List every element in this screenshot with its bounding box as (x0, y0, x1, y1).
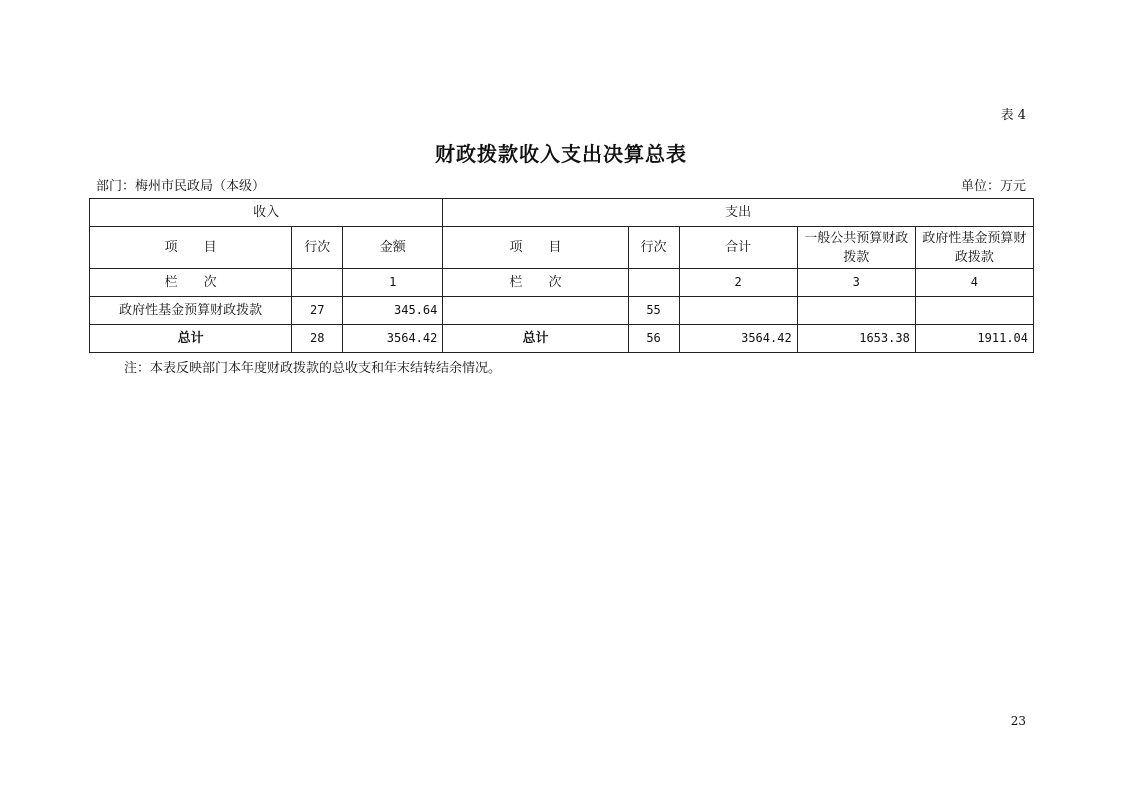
total-exp-line: 56 (628, 325, 679, 353)
total-exp-item: 总计 (443, 325, 628, 353)
column-exp-label: 栏 次 (443, 269, 628, 297)
column-number-general: 3 (797, 269, 915, 297)
column-number-gov-fund: 4 (915, 269, 1033, 297)
row-amount: 345.64 (343, 297, 443, 325)
col-header-exp-line: 行次 (628, 227, 679, 269)
expense-section-header: 支出 (443, 199, 1034, 227)
total-row (90, 325, 1034, 353)
department-label: 部门：梅州市民政局（本级） (96, 179, 266, 194)
row-line: 27 (292, 297, 343, 325)
column-number-row (90, 269, 1034, 297)
column-exp-line-blank (628, 269, 679, 297)
table-number-label: 表 4 (1000, 108, 1026, 123)
total-item: 总计 (90, 325, 292, 353)
row-item: 政府性基金预算财政拨款 (90, 297, 292, 325)
col-header-item: 项 目 (90, 227, 292, 269)
column-number-amount: 1 (343, 269, 443, 297)
total-general: 1653.38 (797, 325, 915, 353)
row-general (797, 297, 915, 325)
column-line-blank (292, 269, 343, 297)
page-number: 23 (1010, 714, 1026, 728)
table-note: 注：本表反映部门本年度财政拨款的总收支和年末结转结余情况。 (124, 361, 502, 376)
table-column-header-row (90, 227, 1034, 269)
col-header-exp-item: 项 目 (443, 227, 628, 269)
total-total: 3564.42 (679, 325, 797, 353)
report-title: 财政拨款收入支出决算总表 (435, 142, 687, 166)
col-header-amount: 金额 (343, 227, 443, 269)
unit-label: 单位：万元 (960, 179, 1026, 194)
income-section-header: 收入 (90, 199, 443, 227)
total-gov-fund: 1911.04 (915, 325, 1033, 353)
budget-summary-table (89, 198, 1034, 353)
row-total (679, 297, 797, 325)
column-label: 栏 次 (90, 269, 292, 297)
col-header-gov-fund: 政府性基金预算财政拨款 (915, 227, 1033, 269)
row-exp-item (443, 297, 628, 325)
row-gov-fund (915, 297, 1033, 325)
col-header-general-budget: 一般公共预算财政拨款 (797, 227, 915, 269)
total-line: 28 (292, 325, 343, 353)
column-number-total: 2 (679, 269, 797, 297)
table-row (90, 297, 1034, 325)
col-header-total: 合计 (679, 227, 797, 269)
col-header-line: 行次 (292, 227, 343, 269)
table-section-header-row (90, 199, 1034, 227)
row-exp-line: 55 (628, 297, 679, 325)
total-amount: 3564.42 (343, 325, 443, 353)
